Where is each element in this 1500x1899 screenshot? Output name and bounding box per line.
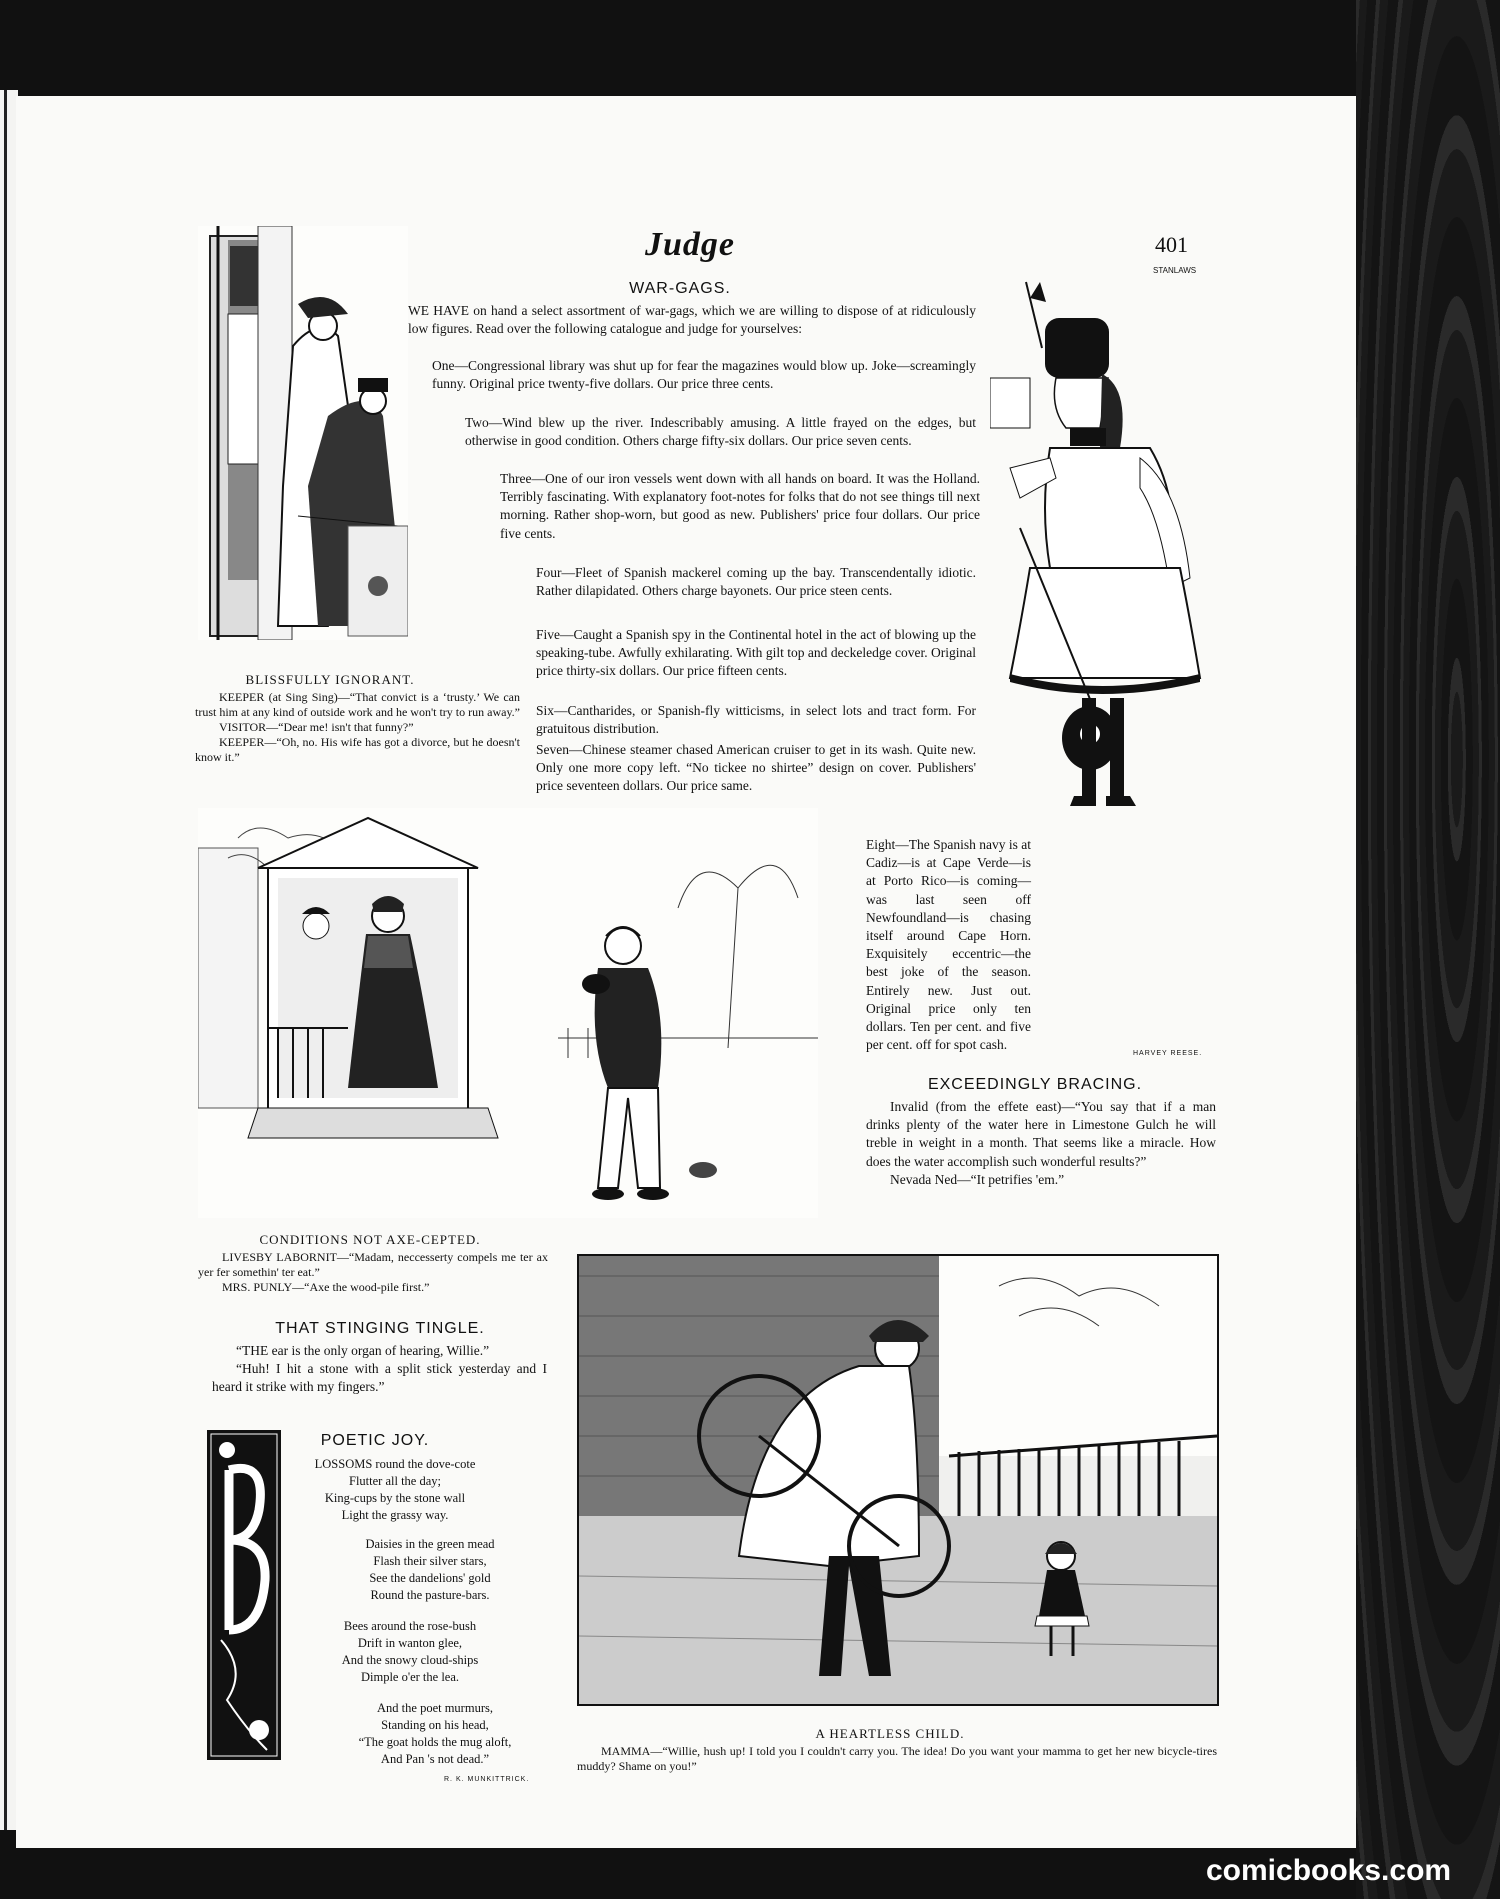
war-gags-item-8 xyxy=(866,836,1031,1054)
poem-line: Light the grassy way. xyxy=(341,1508,449,1522)
illustration-heartless-child xyxy=(577,1254,1219,1706)
war-gags-item-1 xyxy=(432,357,976,393)
illustration-blissfully-ignorant xyxy=(198,226,408,640)
illustration-soldier-girl xyxy=(990,278,1230,818)
poem-line: Daisies in the green mead xyxy=(365,1537,495,1551)
war-gags-item: Seven—Chinese steamer chased American cruiser to get in its wash. Quite new. Only one more copy left. “No tickee no shirtee” design on cover. Publishers' price seventeen dollars. Our price same. xyxy=(536,742,976,794)
poem-stanza-3 xyxy=(300,1618,520,1686)
war-gags-item-7 xyxy=(536,741,976,796)
war-gags-item-4 xyxy=(536,564,976,600)
bracing-title: EXCEEDINGLY BRACING. xyxy=(927,1076,1143,1093)
war-gags-intro-text: WE HAVE on hand a select assortment of war-gags, which we are willing to dispose of at ridiculously low figures. Read over the following catalogue and judge for yourselves: xyxy=(408,303,976,337)
poem-stanza-1 xyxy=(280,1456,510,1524)
blissfully-line: KEEPER (at Sing Sing)—“That convict is a ‘trusty.’ We can trust him at any kind of outside work and he won't try to run away.” xyxy=(195,690,520,719)
watermark: comicbooks.com xyxy=(1206,1854,1452,1887)
poetic-joy-title: POETIC JOY. xyxy=(320,1432,430,1449)
poem-line: And the snowy cloud-ships xyxy=(341,1653,479,1667)
poem-line: And the poet murmurs, xyxy=(377,1701,493,1715)
war-gags-item: One—Congressional library was shut up for fear the magazines would blow up. Joke—screamingly funny. Original price twenty-five dollars. Our price three cents. xyxy=(432,358,976,392)
war-gags-item: Two—Wind blew up the river. Indescribably amusing. A little frayed on the edges, but otherwise in good condition. Others charge fifty-six dollars. Our price seven cents. xyxy=(465,415,976,449)
war-gags-item-5 xyxy=(536,626,976,681)
masthead: Judge xyxy=(645,226,735,263)
conditions-line: MRS. PUNLY—“Axe the wood-pile first.” xyxy=(222,1280,430,1294)
war-gags-item-2 xyxy=(465,414,976,450)
conditions-line: LIVESBY LABORNIT—“Madam, neccesserty compels me ter ax yer fer somethin' ter eat.” xyxy=(198,1250,548,1279)
poem-line: And Pan 's not dead.” xyxy=(380,1752,490,1766)
poem-line: Dimple o'er the lea. xyxy=(360,1670,460,1684)
scan-left-shadow xyxy=(4,90,7,1830)
poem-line: Bees around the rose-bush xyxy=(343,1619,477,1633)
heartless-line: MAMMA—“Willie, hush up! I told you I couldn't carry you. The idea! Do you want your mamma to get her new bicycle-tires muddy? Shame on you!” xyxy=(577,1744,1217,1773)
poem-stanza-2 xyxy=(320,1536,540,1604)
war-gags-item: Six—Cantharides, or Spanish-fly witticisms, in select lots and tract form. For gratuitous distribution. xyxy=(536,703,976,737)
war-gags-author: HARVEY REESE. xyxy=(1133,1050,1203,1057)
poem-author: R. K. MUNKITTRICK. xyxy=(444,1776,530,1783)
conditions-caption xyxy=(198,1250,548,1295)
illustration-conditions-not-axe-cepted xyxy=(198,808,818,1218)
stinging-line: “THE ear is the only organ of hearing, Willie.” xyxy=(236,1343,490,1358)
stinging-text xyxy=(212,1342,547,1397)
war-gags-item-3 xyxy=(500,470,980,543)
poem-line: Flash their silver stars, xyxy=(373,1554,487,1568)
bracing-line: Invalid (from the effete east)—“You say that if a man drinks plenty of the water here in Limestone Gulch he will treble in weight in a month. That seems like a miracle. How does the water accomplish such wonderful results?” xyxy=(866,1099,1216,1169)
stinging-title: THAT STINGING TINGLE. xyxy=(275,1320,485,1337)
poem-line: See the dandelions' gold xyxy=(369,1571,491,1585)
bracing-line: Nevada Ned—“It petrifies 'em.” xyxy=(890,1171,1065,1187)
war-gags-item: Four—Fleet of Spanish mackerel coming up the bay. Transcendentally idiotic. Rather dilapidated. Others charge bayonets. Our price steen cents. xyxy=(536,565,976,599)
poem-stanza-4 xyxy=(310,1700,560,1768)
heartless-caption xyxy=(577,1744,1217,1774)
war-gags-title: WAR-GAGS. xyxy=(629,280,731,297)
poem-line: Round the pasture-bars. xyxy=(370,1588,490,1602)
poem-line: Standing on his head, xyxy=(381,1718,489,1732)
war-gags-intro xyxy=(408,302,976,338)
heartless-title: A HEARTLESS CHILD. xyxy=(815,1726,965,1741)
blissfully-line: KEEPER—“Oh, no. His wife has got a divorce, but he doesn't know it.” xyxy=(195,735,520,764)
blissfully-line: VISITOR—“Dear me! isn't that funny?” xyxy=(219,720,414,734)
poem-line: Flutter all the day; xyxy=(349,1474,441,1488)
blissfully-caption xyxy=(195,690,520,765)
poem-line: “The goat holds the mug aloft, xyxy=(358,1735,512,1749)
poem-line: LOSSOMS round the dove-cote xyxy=(314,1457,476,1471)
conditions-title: CONDITIONS NOT AXE-CEPTED. xyxy=(259,1232,481,1247)
bracing-text xyxy=(866,1098,1216,1189)
artist-signature: STANLAWS xyxy=(1153,266,1197,275)
stinging-line: “Huh! I hit a stone with a split stick yesterday and I heard it strike with my fingers.” xyxy=(212,1361,547,1395)
wood-background xyxy=(1356,0,1500,1899)
decorative-initial-b xyxy=(207,1430,281,1760)
page-number: 401 xyxy=(1155,232,1188,257)
poem-line: King-cups by the stone wall xyxy=(324,1491,466,1505)
war-gags-item: Eight—The Spanish navy is at Cadiz—is at Cape Verde—is at Porto Rico—is coming—was last seen off Newfoundland—is chasing itself around Cape Horn. Exquisitely eccentric—the best joke of the season. Entirely new. Just out. Original price only ten dollars. Ten per cent. and five per cent. off for spot cash. xyxy=(866,837,1031,1053)
blissfully-title: BLISSFULLY IGNORANT. xyxy=(245,672,415,687)
war-gags-item: Three—One of our iron vessels went down with all hands on board. It was the Holland. Terribly fascinating. With explanatory foot-notes for folks that do not see things till next morning. Rather shop-worn, but good as new. Publishers' price four dollars. Our price five cents. xyxy=(500,471,980,541)
war-gags-item-6 xyxy=(536,702,976,738)
poem-line: Drift in wanton glee, xyxy=(357,1636,463,1650)
war-gags-item: Five—Caught a Spanish spy in the Continental hotel in the act of blowing up the speaking-tube. Awfully exhilarating. With gilt top and deckeledge cover. Original price thirty-six dollars. Our price fifteen cents. xyxy=(536,627,976,679)
